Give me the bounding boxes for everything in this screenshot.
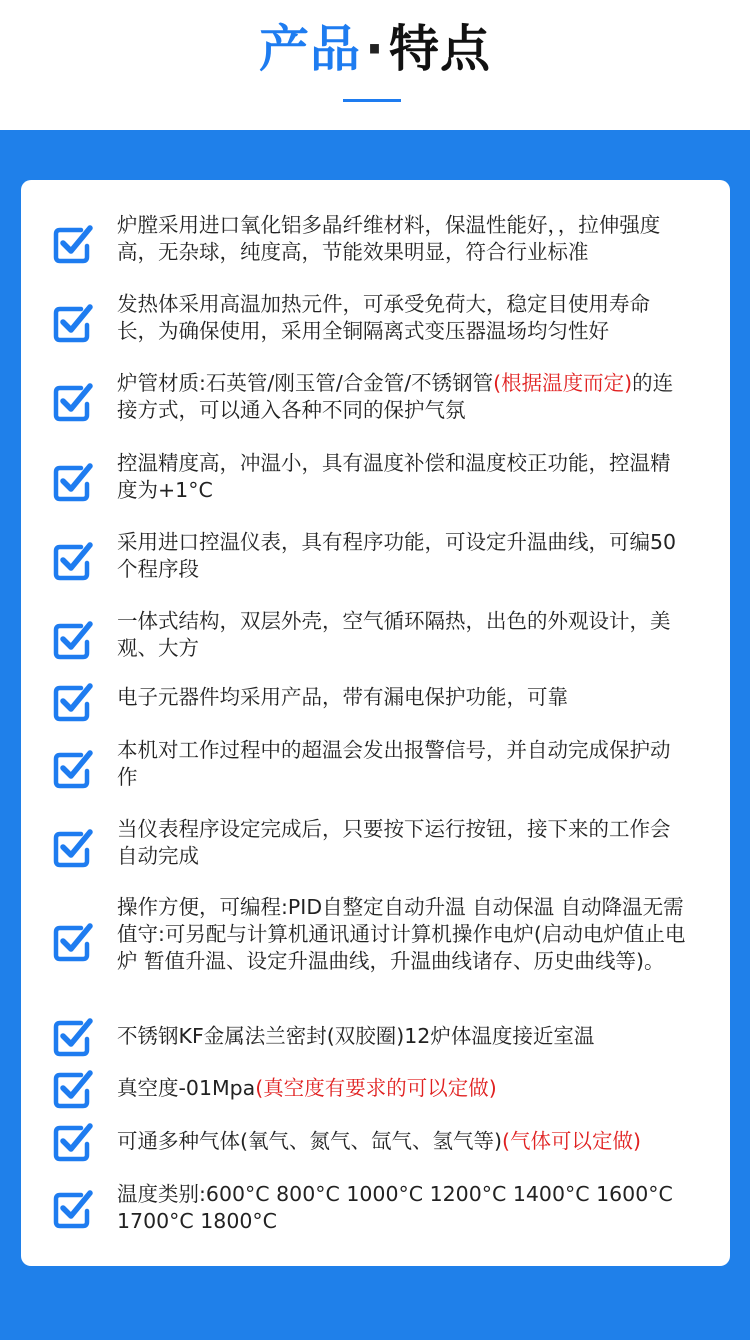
- feature-highlight: (真空度有要求的可以定做): [255, 1076, 497, 1100]
- feature-main: 炉管材质:石英管/刚玉管/合金管/不锈钢管: [117, 371, 494, 395]
- title-part-1: 产品: [259, 20, 361, 78]
- feature-main: 一体式结构，双层外壳，空气循环隔热，出色的外观设计，美观、大方: [117, 609, 671, 660]
- feature-main: 操作方便，可编程:PID自整定自动升温 自动保温 自动降温无需值守:可另配与计算机通讯通讨计算机操作电炉(启动电炉值止电炉 暂值升温、设定升温曲线，升温曲线诸存、历史曲线等)。: [117, 895, 686, 973]
- feature-main: 可通多种气体(氧气、氮气、氙气、氢气等): [117, 1129, 502, 1153]
- title-underline: [343, 99, 401, 102]
- check-box-icon: [51, 747, 95, 791]
- feature-text: [117, 291, 689, 345]
- feature-main: 炉膛采用进口氧化铝多晶纤维材料，保温性能好，，拉伸强度高，无杂球，纯度高，节能效果明显，符合行业标准: [117, 213, 661, 264]
- check-box-icon: [51, 301, 95, 345]
- check-box-icon: [51, 920, 95, 964]
- check-box-icon: [51, 618, 95, 662]
- title-part-2: 特点: [389, 20, 491, 78]
- check-box-icon: [51, 1187, 95, 1231]
- feature-text: [117, 1181, 689, 1235]
- feature-text: [117, 450, 689, 504]
- feature-main: 温度类别:600°C 800°C 1000°C 1200°C 1400°C 1600°C 1700°C 1800°C: [117, 1182, 673, 1233]
- feature-main: 真空度-01Mpa: [117, 1076, 256, 1100]
- check-box-icon: [51, 680, 95, 724]
- check-box-icon: [51, 1015, 95, 1059]
- feature-text: [117, 1075, 689, 1102]
- feature-text: [117, 608, 689, 662]
- feature-main: 不锈钢KF金属法兰密封(双胶圈)12炉体温度接近室温: [117, 1024, 595, 1048]
- feature-main: 发热体采用高温加热元件，可承受免荷大，稳定目使用寿命长，为确保使用，采用全铜隔离式变压器温场均匀性好: [117, 292, 650, 343]
- feature-highlight: (根据温度而定): [493, 371, 633, 395]
- check-box-icon: [51, 826, 95, 870]
- feature-text: [117, 816, 689, 870]
- feature-main: 电子元器件均采用产品，带有漏电保护功能，可靠: [117, 685, 568, 709]
- feature-text: [117, 737, 689, 791]
- feature-main: 当仪表程序设定完成后，只要按下运行按钮，接下来的工作会自动完成: [117, 817, 671, 868]
- check-box-icon: [51, 380, 95, 424]
- feature-text: [117, 1023, 689, 1050]
- feature-after: 的连接方式，可以通入各种不同的保护气氛: [117, 371, 674, 422]
- feature-text: [117, 1128, 689, 1155]
- feature-text: [117, 212, 689, 266]
- feature-text: [117, 370, 689, 424]
- feature-main: 采用进口控温仪表，具有程序功能，可设定升温曲线，可编50个程序段: [117, 530, 677, 581]
- feature-text: [117, 684, 689, 711]
- check-box-icon: [51, 539, 95, 583]
- check-box-icon: [51, 1120, 95, 1164]
- check-box-icon: [51, 1067, 95, 1111]
- page-title: [0, 16, 750, 82]
- page-header: [0, 0, 750, 130]
- feature-text: [117, 529, 689, 583]
- check-box-icon: [51, 222, 95, 266]
- check-box-icon: [51, 460, 95, 504]
- features-card: [21, 180, 730, 1266]
- feature-main: 本机对工作过程中的超温会发出报警信号，并自动完成保护动作: [117, 738, 671, 789]
- feature-highlight: (气体可以定做): [502, 1129, 641, 1153]
- title-separator: ·: [365, 20, 385, 78]
- feature-text: [117, 894, 689, 975]
- feature-main: 控温精度高，冲温小，具有温度补偿和温度校正功能，控温精度为+1°C: [117, 451, 671, 502]
